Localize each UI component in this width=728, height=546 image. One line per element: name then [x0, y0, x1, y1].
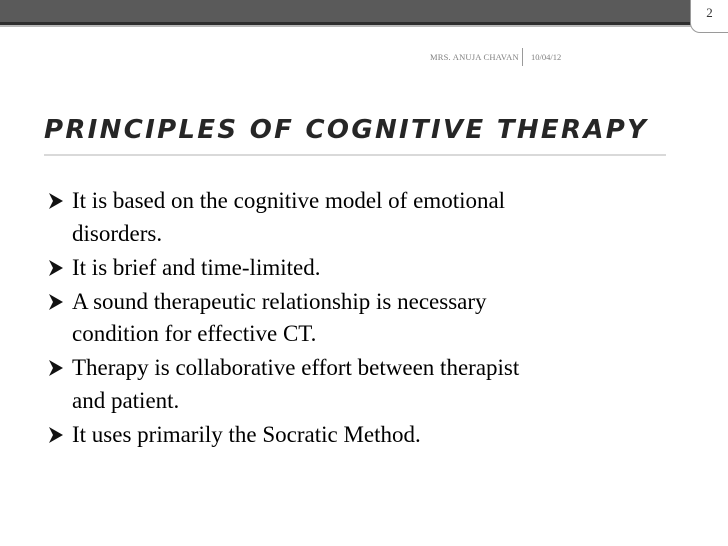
bullet-item: [47, 419, 717, 452]
arrowhead-bullet-icon: [47, 252, 72, 284]
slide-top-bar: [0, 0, 728, 22]
bullet-text-line-2: and patient.: [72, 387, 180, 413]
bullet-item: [47, 286, 717, 351]
bullet-text-line-2: condition for effective CT.: [72, 321, 317, 347]
slide-number: 2: [690, 0, 728, 33]
bullet-text-line-1: It is brief and time-limited.: [72, 254, 321, 280]
slide-title: PRINCIPLES OF COGNITIVE THERAPY: [44, 115, 649, 145]
bullet-text-line-2: disorders.: [72, 220, 163, 246]
bullet-list: [47, 185, 717, 453]
bullet-item: [47, 352, 717, 417]
bullet-item: [47, 185, 717, 250]
footer-separator: [522, 48, 523, 66]
title-underline: [44, 154, 666, 156]
arrowhead-bullet-icon: [47, 185, 72, 217]
bullet-text-line-1: It is based on the cognitive model of emotional: [72, 188, 506, 213]
footer-date: 10/04/12: [531, 52, 562, 62]
top-bar-divider-light: [0, 25, 728, 27]
bullet-text-line-1: A sound therapeutic relationship is necessary: [72, 288, 487, 314]
bullet-item: [47, 252, 717, 285]
footer-author: MRS. ANUJA CHAVAN: [430, 52, 519, 62]
bullet-text-line-1: Therapy is collaborative effort between therapist: [72, 355, 520, 381]
arrowhead-bullet-icon: [47, 286, 72, 318]
arrowhead-bullet-icon: [47, 352, 72, 384]
bullet-text-line-1: It uses primarily the Socratic Method.: [72, 421, 421, 447]
arrowhead-bullet-icon: [47, 419, 72, 451]
